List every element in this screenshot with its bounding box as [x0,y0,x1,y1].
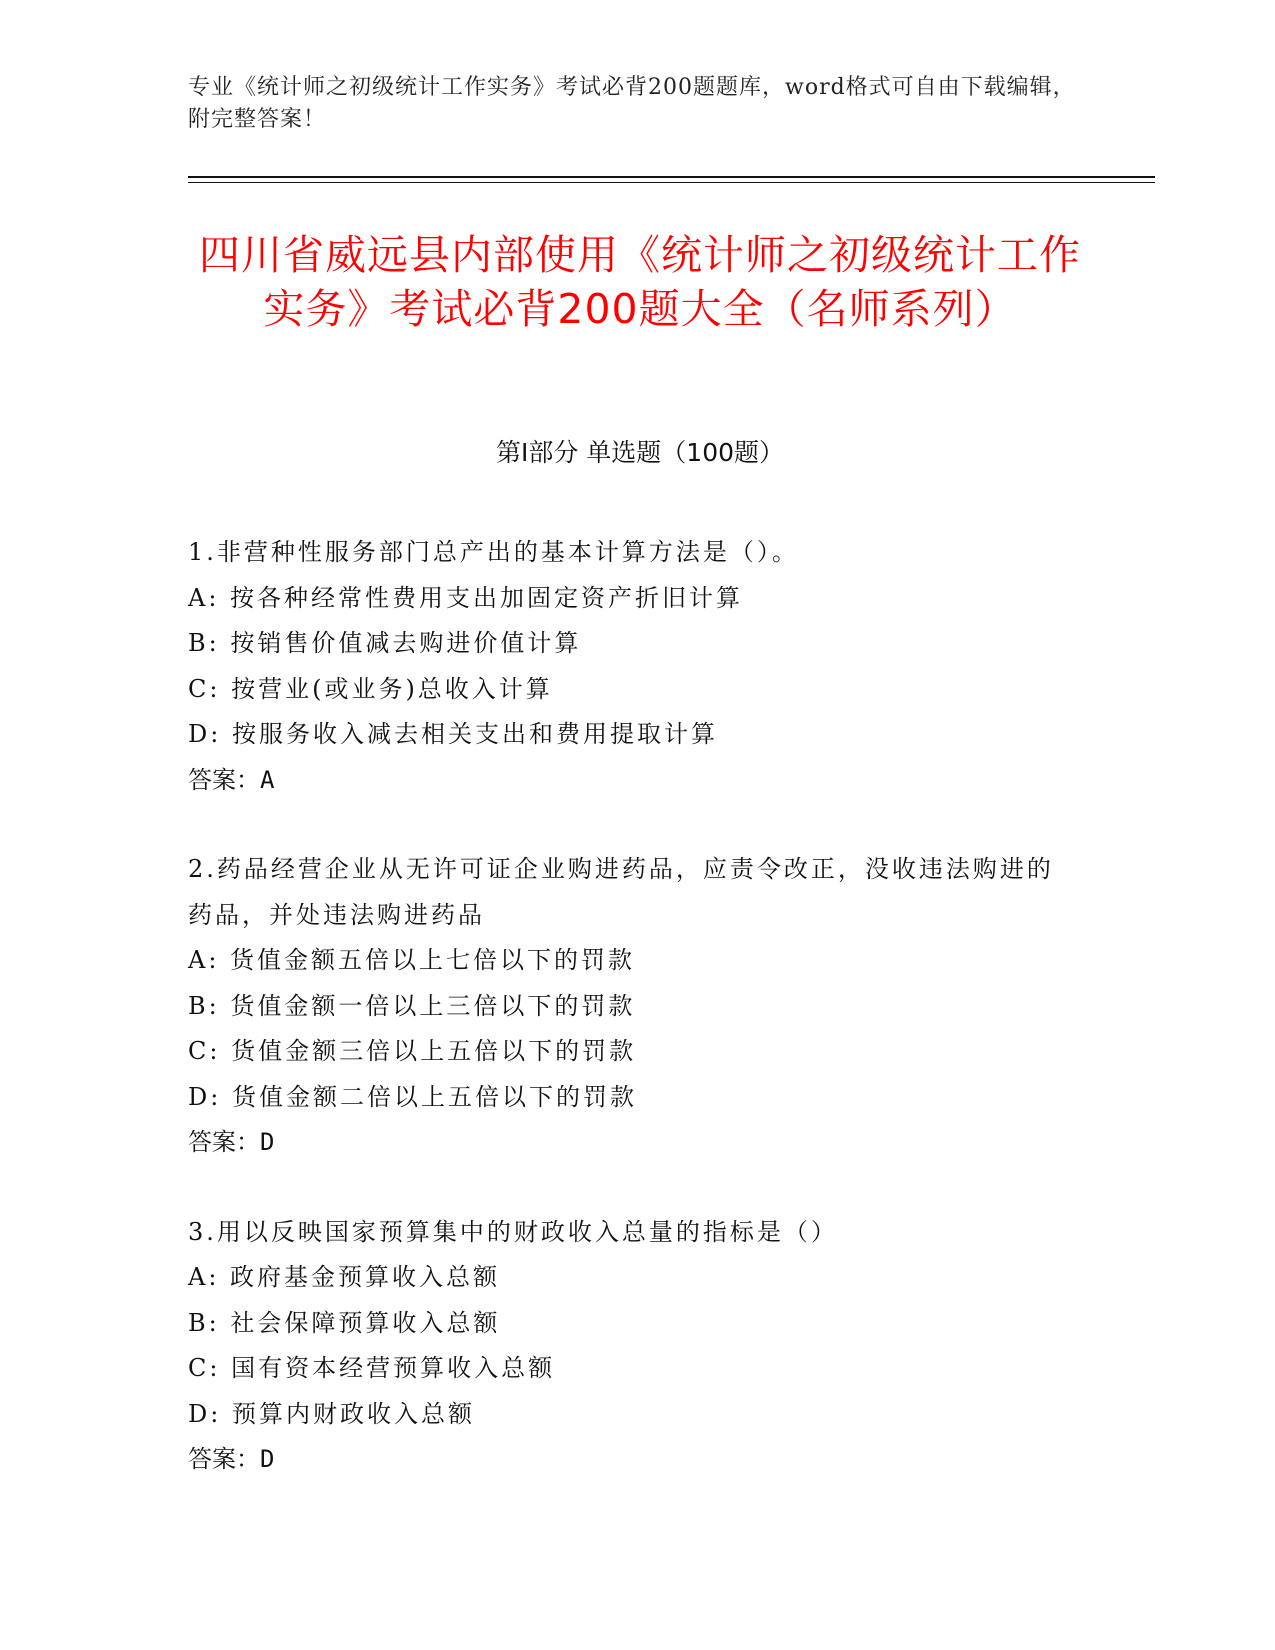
answer-value: D [260,1128,275,1156]
option-d: D: 按服务收入减去相关支出和费用提取计算 [188,720,718,748]
answer-line [188,1437,1068,1483]
header-rule-thick [188,176,1155,178]
header-note: 专业《统计师之初级统计工作实务》考试必背200题题库，word格式可自由下载编辑，附完整答案！ [188,75,1076,132]
option-d: D: 货值金额二倍以上五倍以下的罚款 [188,1082,637,1111]
question-list [188,530,1068,1527]
option-c: C: 货值金额三倍以上五倍以下的罚款 [188,1037,637,1065]
document-title: 四川省威远县内部使用《统计师之初级统计工作实务》考试必背200题大全（名师系列） [199,231,1081,333]
answer-line [188,1120,1068,1166]
answer-label: 答案： [188,765,260,794]
option-c: C: 国有资本经营预算收入总额 [188,1354,556,1382]
header-rule-thin [188,182,1155,183]
answer-line [188,758,1068,804]
section-title: 第I部分 单选题（100题） [495,438,785,467]
answer-value: A [260,765,275,794]
answer-label: 答案： [188,1128,260,1156]
option-a: A: 货值金额五倍以上七倍以下的罚款 [188,946,636,974]
question-stem: 1.非营种性服务部门总产出的基本计算方法是（）。 [188,538,799,566]
option-b: B: 货值金额一倍以上三倍以下的罚款 [188,991,636,1020]
answer-label: 答案： [188,1445,260,1473]
question-stem: 3.用以反映国家预算集中的财政收入总量的指标是（） [188,1217,838,1246]
question-3 [188,1210,1068,1483]
answer-value: D [260,1445,275,1473]
option-c: C: 按营业(或业务)总收入计算 [188,674,553,703]
option-b: B: 社会保障预算收入总额 [188,1308,501,1337]
question-2 [188,847,1068,1166]
option-a: A: 政府基金预算收入总额 [188,1263,501,1291]
option-b: B: 按销售价值减去购进价值计算 [188,629,582,657]
question-stem: 2.药品经营企业从无许可证企业购进药品，应责令改正，没收违法购进的药品，并处违法购进药品 [188,855,1054,929]
question-1 [188,530,1068,803]
option-d: D: 预算内财政收入总额 [188,1399,475,1428]
option-a: A: 按各种经常性费用支出加固定资产折旧计算 [188,583,744,612]
